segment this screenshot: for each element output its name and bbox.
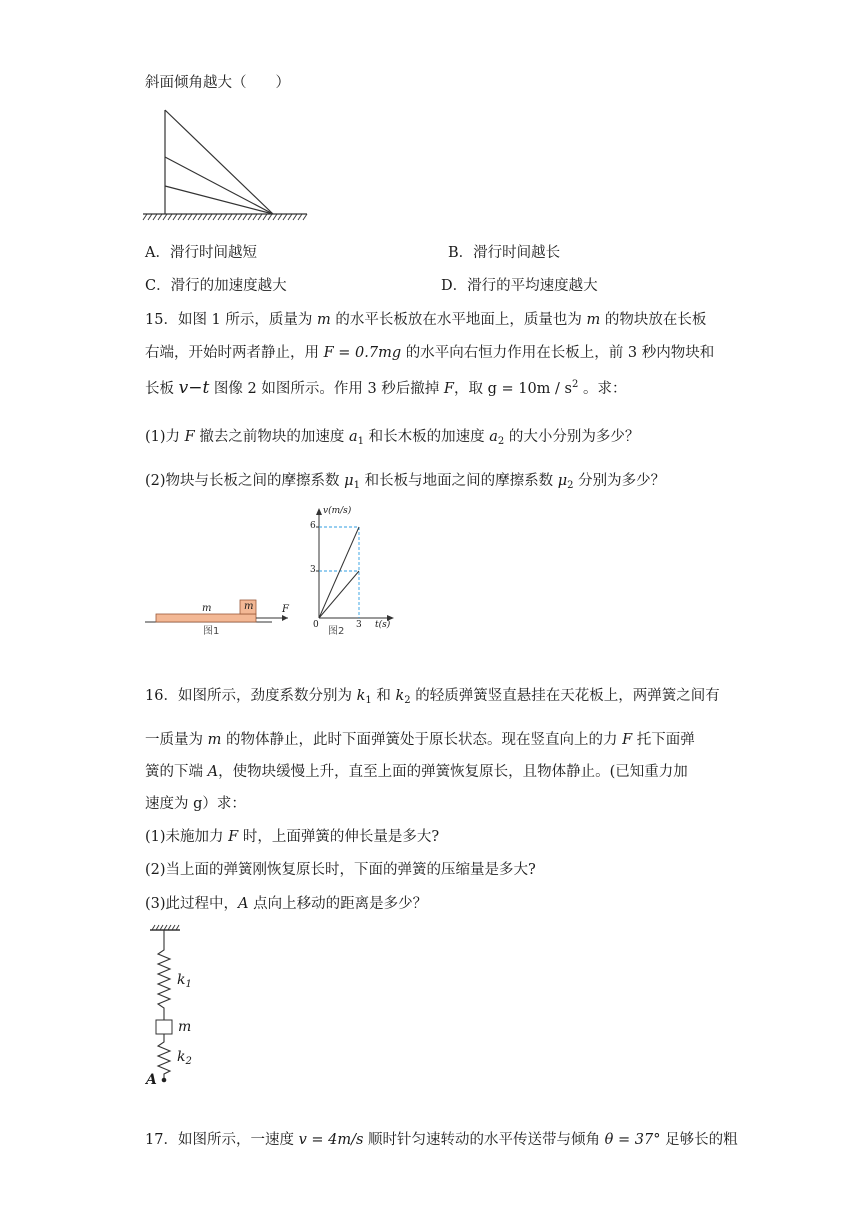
fig1-board-label: m bbox=[202, 603, 212, 614]
spring-k2 bbox=[158, 1034, 170, 1080]
block-velocity-line bbox=[319, 571, 359, 618]
q14-option-b: B．滑行时间越长 bbox=[448, 245, 561, 261]
fig1-block-label: m bbox=[244, 601, 254, 612]
fig2-tick-x3: 3 bbox=[356, 620, 362, 630]
spring-k2-label: $k_2$ bbox=[177, 1049, 192, 1067]
q15-sub-2: (2)物块与长板之间的摩擦系数 $\mu_1$ 和长板与地面之间的摩擦系数 $\mu_2$ 分别为多少？ bbox=[145, 473, 666, 491]
q16-sub-1: (1)未施加力 F 时，上面弹簧的伸长量是多大? bbox=[145, 829, 440, 845]
q14-option-a: A．滑行时间越短 bbox=[145, 245, 257, 261]
point-a-dot bbox=[162, 1078, 167, 1083]
q16-sub-2: (2)当上面的弹簧刚恢复原长时，下面的弹簧的压缩量是多大? bbox=[145, 862, 536, 878]
q16-spring-figure bbox=[150, 925, 180, 1082]
board-velocity-line bbox=[319, 527, 359, 618]
long-board bbox=[156, 614, 256, 622]
spring-k1 bbox=[158, 930, 170, 1020]
force-arrowhead bbox=[282, 615, 288, 621]
q16-line-3: 簧的下端 A，使物块缓慢上升，直至上面的弹簧恢复原长，且物体静止。(已知重力加 bbox=[145, 764, 688, 780]
fig2-tick-3: 3 bbox=[310, 565, 316, 575]
q14-option-c: C．滑行的加速度越大 bbox=[145, 278, 287, 294]
fig1-caption: 图1 bbox=[203, 626, 220, 637]
mass-label: m bbox=[178, 1019, 192, 1035]
q15-line-1: 15．如图 1 所示，质量为 m 的水平长板放在水平地面上，质量也为 m 的物块放在长板 bbox=[145, 312, 707, 328]
q16-line-2: 一质量为 m 的物体静止，此时下面弹簧处于原长状态。现在竖直向上的力 F 托下面弹 bbox=[145, 732, 695, 748]
fig2-y-axis-label: v(m/s) bbox=[323, 506, 352, 516]
q15-line-2: 右端，开始时两者静止，用 F = 0.7mg 的水平向右恒力作用在长板上，前 3 秒内物块和 bbox=[145, 345, 715, 361]
q15-sub-1: (1)力 F 撤去之前物块的加速度 $a_1$ 和长木板的加速度 $a_2$ 的大小分别为多少？ bbox=[145, 429, 640, 447]
q15-line-3: 长板 v−t 图像 2 如图所示。作用 3 秒后撤掉 F，取 $g = 10m / s^2$ 。求： bbox=[145, 378, 627, 398]
q17-line-1: 17．如图所示，一速度 v = 4m/s 顺时针匀速转动的水平传送带与倾角 θ = 37° 足够长的粗 bbox=[145, 1132, 738, 1148]
spring-k1-label: $k_1$ bbox=[177, 972, 192, 990]
q16-line-4: 速度为 g）求： bbox=[145, 796, 246, 812]
q16-sub-3: (3)此过程中，A 点向上移动的距离是多少？ bbox=[145, 896, 428, 912]
incline-figure bbox=[143, 110, 307, 220]
q14-stem-tail: 斜面倾角越大（ ） bbox=[145, 75, 290, 91]
fig1-force-label: F bbox=[282, 604, 289, 615]
q14-option-d: D．滑行的平均速度越大 bbox=[441, 278, 598, 294]
v-axis-arrowhead bbox=[316, 508, 322, 515]
fig2-caption: 图2 bbox=[328, 626, 345, 637]
q15-figure-2-vt-graph bbox=[316, 508, 394, 621]
q16-line-1: 16．如图所示，劲度系数分别为 $k_1$ 和 $k_2$ 的轻质弹簧竖直悬挂在天花板上，两弹簧之间有 bbox=[145, 688, 720, 706]
q15-figure-1 bbox=[145, 600, 288, 622]
fig2-origin: 0 bbox=[313, 620, 319, 630]
mass-block bbox=[156, 1020, 172, 1034]
point-a-label: A bbox=[146, 1072, 157, 1088]
fig2-tick-6: 6 bbox=[310, 521, 316, 531]
fig2-x-axis-label: t(s) bbox=[375, 620, 391, 630]
